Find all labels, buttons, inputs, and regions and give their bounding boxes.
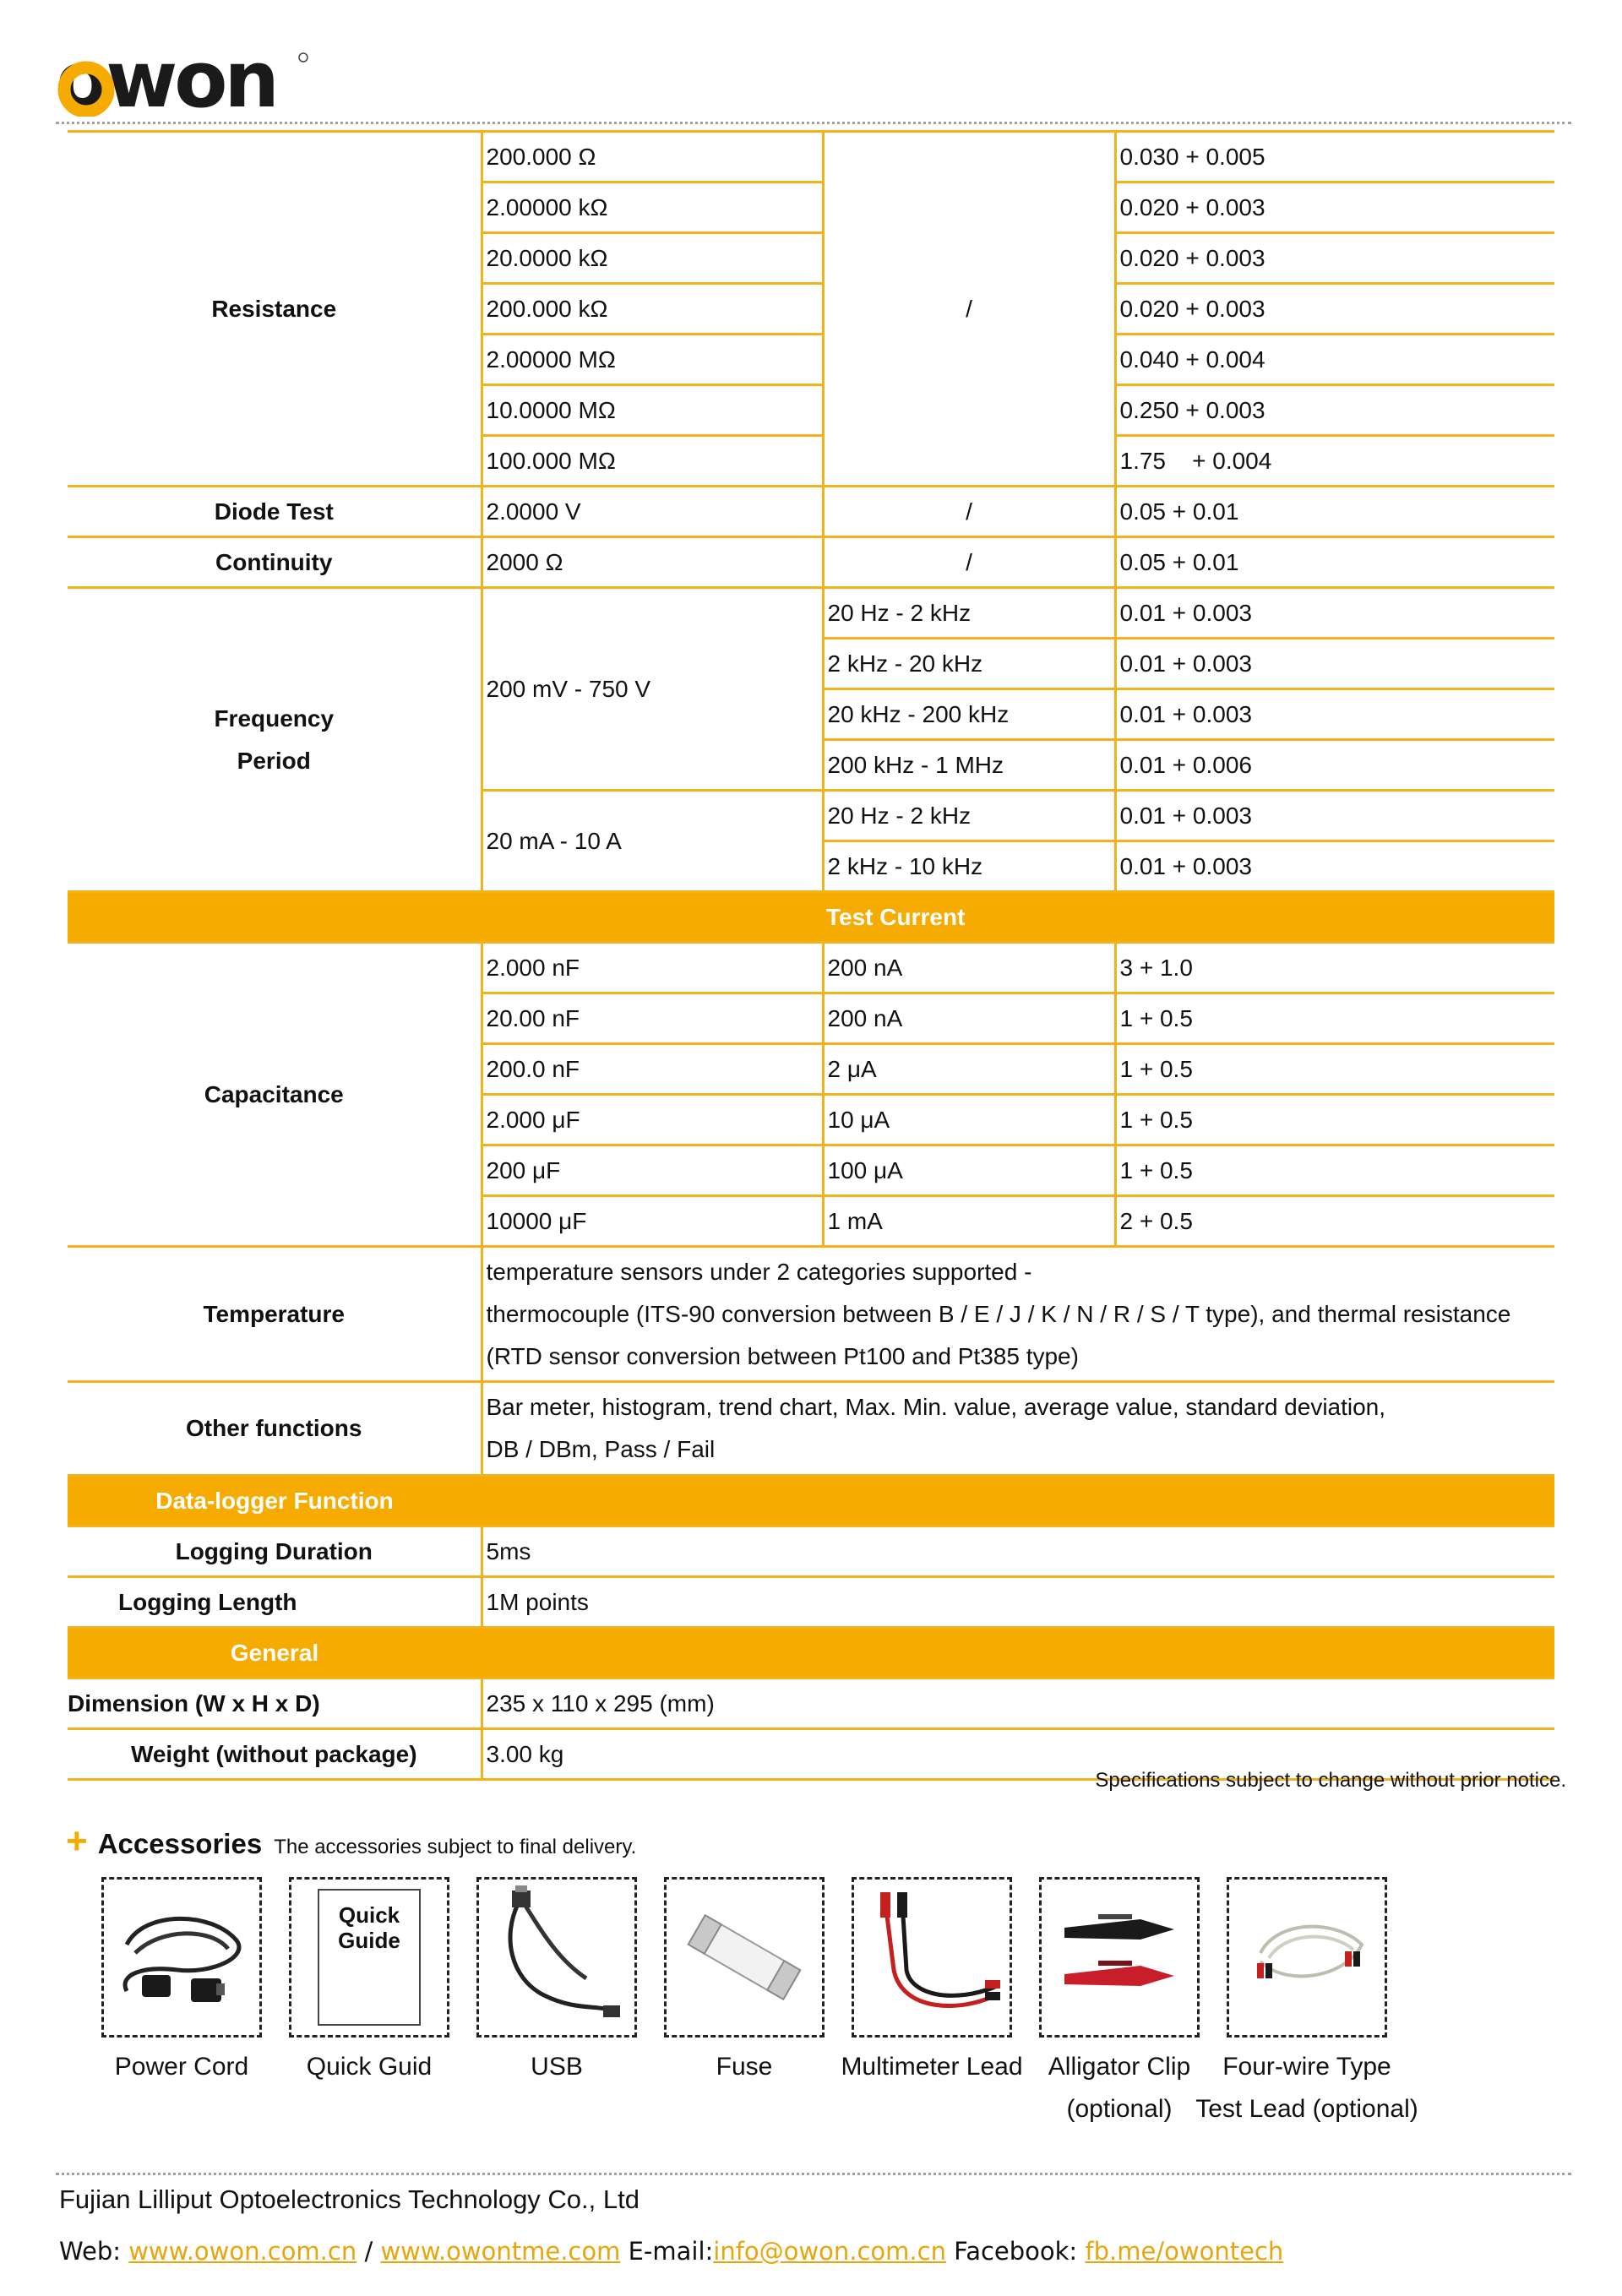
continuity-accuracy: 0.05 + 0.01 (1115, 537, 1554, 588)
table-row (68, 132, 1554, 182)
frequency-band: 200 kHz - 1 MHz (823, 740, 1115, 791)
frequency-band: 20 Hz - 2 kHz (823, 588, 1115, 639)
logging-length-label: Logging Length (68, 1577, 482, 1628)
facebook-label: Facebook: (954, 2237, 1078, 2266)
capacitance-accuracy: 1 + 0.5 (1115, 1095, 1554, 1145)
temperature-label: Temperature (68, 1247, 482, 1382)
resistance-range: 2.00000 kΩ (482, 182, 823, 233)
accessory-image-frame (289, 1877, 449, 2038)
quick-guide-icon (318, 1889, 421, 2026)
continuity-label: Continuity (68, 537, 482, 588)
capacitance-accuracy: 1 + 0.5 (1115, 1145, 1554, 1196)
table-row (68, 1678, 1554, 1729)
accessories-title: Accessories (97, 1828, 263, 1859)
capacitance-accuracy: 1 + 0.5 (1115, 1044, 1554, 1095)
section-band-datalogger (68, 1476, 1554, 1526)
accessory-label: Quick Guid (306, 2053, 433, 2081)
capacitance-current: 10 μA (823, 1095, 1115, 1145)
resistance-accuracy: 0.020 + 0.003 (1115, 182, 1554, 233)
accessory-quick-guide (289, 1877, 449, 2081)
frequency-label-line1: Frequency (214, 705, 335, 732)
diode-label: Diode Test (68, 487, 482, 537)
footer-divider (56, 2173, 1571, 2175)
resistance-accuracy: 0.250 + 0.003 (1115, 385, 1554, 436)
temperature-line: temperature sensors under 2 categories supported - (486, 1259, 1032, 1285)
frequency-accuracy: 0.01 + 0.006 (1115, 740, 1554, 791)
capacitance-current: 200 nA (823, 993, 1115, 1044)
resistance-accuracy: 0.020 + 0.003 (1115, 284, 1554, 335)
four-wire-lead-icon (1235, 1894, 1379, 2021)
capacitance-accuracy: 3 + 1.0 (1115, 943, 1554, 993)
resistance-col3: / (823, 132, 1115, 487)
accessory-image-frame (852, 1877, 1012, 2038)
dimension-label: Dimension (W x H x D) (68, 1678, 482, 1729)
diode-range: 2.0000 V (482, 487, 823, 537)
table-row (68, 1526, 1554, 1577)
link-separator: / (364, 2237, 373, 2266)
resistance-label: Resistance (68, 132, 482, 487)
accessory-label-line: (optional) (1066, 2095, 1173, 2123)
facebook-link[interactable]: fb.me/owontech (1085, 2237, 1284, 2266)
capacitance-accuracy: 2 + 0.5 (1115, 1196, 1554, 1247)
capacitance-accuracy: 1 + 0.5 (1115, 993, 1554, 1044)
resistance-range: 2.00000 MΩ (482, 335, 823, 385)
footer-contacts (59, 2237, 1283, 2266)
resistance-accuracy: 1.75 + 0.004 (1115, 436, 1554, 487)
table-row (68, 1247, 1554, 1382)
spec-notice: Specifications subject to change without prior notice. (1095, 1769, 1566, 1792)
alligator-clip-icon (1048, 1894, 1191, 2021)
capacitance-range: 2.000 nF (482, 943, 823, 993)
frequency-current-range: 20 mA - 10 A (482, 791, 823, 892)
accessories-subtitle: The accessories subject to final delivery. (274, 1836, 637, 1858)
frequency-accuracy: 0.01 + 0.003 (1115, 588, 1554, 639)
email-link[interactable]: info@owon.com.cn (713, 2237, 946, 2266)
accessory-image-frame (664, 1877, 825, 2038)
resistance-accuracy: 0.040 + 0.004 (1115, 335, 1554, 385)
footer-company: Fujian Lilliput Optoelectronics Technology Co., Ltd (59, 2184, 640, 2214)
accessory-power-cord (101, 1877, 262, 2081)
diode-col3: / (823, 487, 1115, 537)
temperature-description (482, 1247, 1554, 1382)
frequency-band: 2 kHz - 20 kHz (823, 639, 1115, 689)
resistance-accuracy: 0.030 + 0.005 (1115, 132, 1554, 182)
capacitance-current: 2 μA (823, 1044, 1115, 1095)
other-functions-label: Other functions (68, 1382, 482, 1476)
continuity-range: 2000 Ω (482, 537, 823, 588)
plus-icon: + (66, 1820, 88, 1862)
accessory-label-line: Alligator Clip (1048, 2053, 1191, 2081)
frequency-accuracy: 0.01 + 0.003 (1115, 639, 1554, 689)
capacitance-current: 1 mA (823, 1196, 1115, 1247)
frequency-label (68, 588, 482, 892)
table-row (68, 588, 1554, 639)
fuse-icon (672, 1894, 816, 2021)
datalogger-header: Data-logger Function (68, 1476, 482, 1526)
usb-cable-icon (485, 1885, 629, 2029)
accessory-image-frame (101, 1877, 262, 2038)
accessory-multimeter-lead (841, 1877, 1023, 2081)
frequency-band: 2 kHz - 10 kHz (823, 841, 1115, 892)
other-functions-line: DB / DBm, Pass / Fail (486, 1436, 716, 1463)
accessory-usb (476, 1877, 637, 2081)
web-label: Web: (59, 2237, 121, 2266)
accessory-image-frame (476, 1877, 637, 2038)
frequency-band: 20 Hz - 2 kHz (823, 791, 1115, 841)
test-current-header: Test Current (823, 892, 1115, 943)
accessory-label-line: Four-wire Type (1222, 2053, 1391, 2081)
web-link-owon-cn[interactable]: www.owon.com.cn (128, 2237, 357, 2266)
resistance-range: 100.000 MΩ (482, 436, 823, 487)
frequency-accuracy: 0.01 + 0.003 (1115, 791, 1554, 841)
accessory-image-frame (1227, 1877, 1387, 2038)
quick-guide-card-line: Quick (338, 1902, 400, 1928)
frequency-label-line2: Period (237, 747, 311, 774)
resistance-range: 20.0000 kΩ (482, 233, 823, 284)
multimeter-lead-icon (860, 1885, 1004, 2029)
capacitance-label: Capacitance (68, 943, 482, 1247)
header-divider (56, 122, 1571, 124)
accessory-alligator-clip (1039, 1877, 1200, 2123)
spec-table (68, 130, 1554, 1781)
accessory-label: Multimeter Lead (841, 2053, 1023, 2081)
dimension-value: 235 x 110 x 295 (mm) (482, 1678, 1554, 1729)
capacitance-range: 20.00 nF (482, 993, 823, 1044)
table-row (68, 1577, 1554, 1628)
frequency-band: 20 kHz - 200 kHz (823, 689, 1115, 740)
capacitance-range: 2.000 μF (482, 1095, 823, 1145)
logging-length-value: 1M points (482, 1577, 1554, 1628)
section-band-test-current (68, 892, 1554, 943)
table-row (68, 1382, 1554, 1476)
temperature-line: thermocouple (ITS-90 conversion between B / E / J / K / N / R / S / T type), and thermal resistance (486, 1300, 1511, 1327)
resistance-range: 10.0000 MΩ (482, 385, 823, 436)
frequency-accuracy: 0.01 + 0.003 (1115, 841, 1554, 892)
weight-label: Weight (without package) (68, 1729, 482, 1780)
capacitance-range: 10000 μF (482, 1196, 823, 1247)
table-row (68, 487, 1554, 537)
power-cord-icon (110, 1894, 253, 2021)
accessory-label (1176, 2046, 1438, 2130)
frequency-voltage-range: 200 mV - 750 V (482, 588, 823, 791)
continuity-col3: / (823, 537, 1115, 588)
accessory-fuse (664, 1877, 825, 2081)
owon-logo (56, 44, 309, 117)
resistance-range: 200.000 kΩ (482, 284, 823, 335)
logo-text: owon (56, 44, 276, 117)
accessory-label: Fuse (716, 2053, 773, 2081)
accessory-image-frame (1039, 1877, 1200, 2038)
capacitance-range: 200 μF (482, 1145, 823, 1196)
capacitance-current: 200 nA (823, 943, 1115, 993)
section-band-general (68, 1628, 1554, 1678)
web-link-owontme[interactable]: www.owontme.com (380, 2237, 621, 2266)
accessory-label: USB (531, 2053, 583, 2081)
table-row (68, 943, 1554, 993)
capacitance-range: 200.0 nF (482, 1044, 823, 1095)
email-label: E-mail: (628, 2237, 714, 2266)
accessory-label-line: Test Lead (optional) (1195, 2095, 1418, 2123)
quick-guide-card-line: Guide (338, 1928, 400, 1953)
diode-accuracy: 0.05 + 0.01 (1115, 487, 1554, 537)
table-row (68, 537, 1554, 588)
accessory-four-wire-lead (1195, 1877, 1418, 2123)
accessories-header (66, 1820, 637, 1862)
capacitance-current: 100 μA (823, 1145, 1115, 1196)
logging-duration-label: Logging Duration (68, 1526, 482, 1577)
general-header: General (68, 1628, 482, 1678)
resistance-range: 200.000 Ω (482, 132, 823, 182)
logging-duration-value: 5ms (482, 1526, 1554, 1577)
frequency-accuracy: 0.01 + 0.003 (1115, 689, 1554, 740)
accessory-label: Power Cord (114, 2053, 249, 2081)
weight-value: 3.00 kg (482, 1729, 1554, 1780)
resistance-accuracy: 0.020 + 0.003 (1115, 233, 1554, 284)
temperature-line: (RTD sensor conversion between Pt100 and Pt385 type) (486, 1342, 1079, 1369)
other-functions-description (482, 1382, 1554, 1476)
other-functions-line: Bar meter, histogram, trend chart, Max. Min. value, average value, standard deviation, (486, 1394, 1386, 1421)
